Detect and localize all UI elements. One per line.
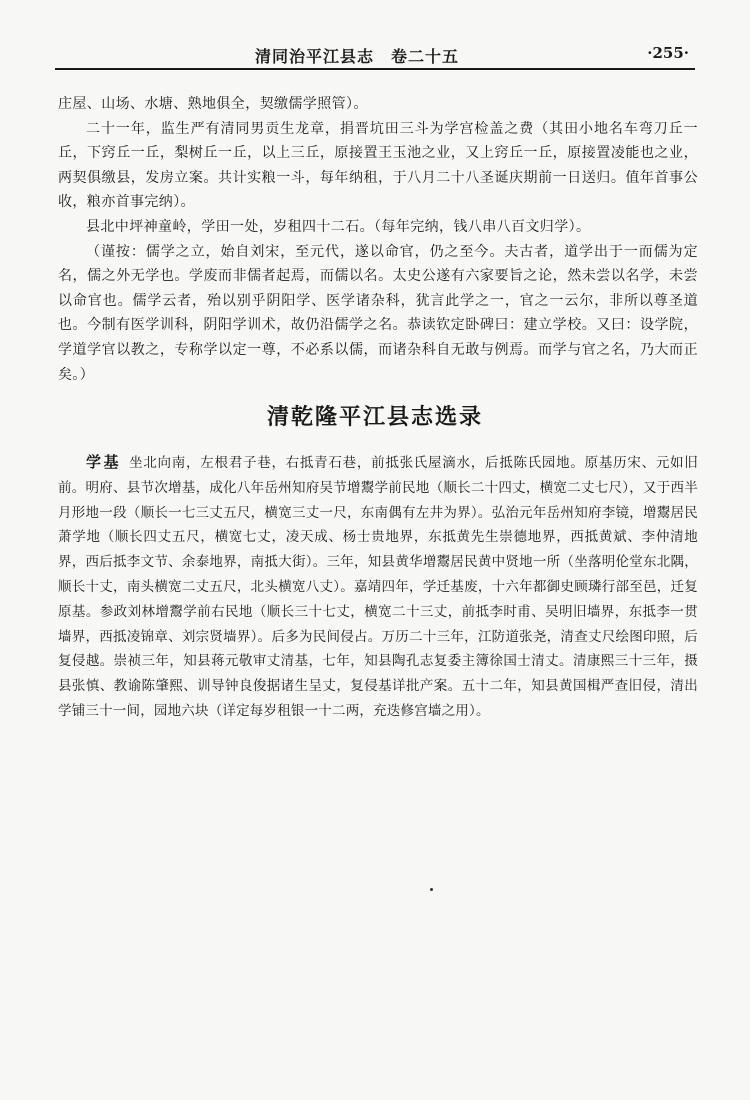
section-heading: 清乾隆平江县志选录 xyxy=(266,404,483,430)
upper-text-block xyxy=(58,92,698,387)
entry-body: 坐北向南，左根君子巷，右抵青石巷，前抵张氏屋滴水，后抵陈氏园地。原基历宋、元如旧前。明府、县节次增基，成化八年岳州知府吴节增鬻学前民地（顺长二十四丈，横宽二丈七尺），又于西半月形地一段（顺长一七三丈五尺，横宽三丈一尺，东南偶有左井为界）。弘治元年岳州知府李镜，增鬻居民萧学地（顺长四丈五尺，横宽七丈，凌天成、杨士贵地界，东抵黄先生崇德地界，西抵黄斌、李仲清地界，西后抵李文节、余泰地界，南抵大街）。三年，知县黄华增鬻居民黄中贤地一所（坐落明伦堂东北隅，顺长十丈，南头横宽二丈五尺，北头横宽八丈）。嘉靖四年，学迁基废，十六年都御史顾璘行部至邑，迁复原基。参政刘林增鬻学前右民地（顺长三十七丈，横宽二十三丈，前抵李时甫、吴明旧墙界，东抵李一贯墙界，西抵凌锦章、刘宗贤墙界）。后多为民间侵占。万历二十三年，江防道张尧，清查丈尺绘图印照，后复侵越。崇祯三年，知县蒋元敬审丈清基，七年，知县陶孔志复委主簿徐国士清丈。清康熙三十三年，摄县张慎、教谕陈肇熙、训导钟良俊据诸生呈丈，复侵基详批产案。五十二年，知县黄国楫严查旧侵，清出学铺三十一间，园地六块（详定每岁租银一十二两，充迭修宫墙之用）。 xyxy=(58,455,698,719)
paragraph-continuation: 庄屋、山场、水塘、熟地俱全，契缴儒学照管）。 xyxy=(58,96,368,112)
lower-text-block xyxy=(58,450,698,724)
scan-speck xyxy=(430,888,433,891)
paragraph-school-field: 县北中坪神童岭，学田一处，岁租四十二石。（每年完纳，钱八串八百文归学）。 xyxy=(86,218,591,235)
paragraph-donation: 二十一年，监生严有清同男贡生龙章，捐晋坑田三斗为学宫检盖之费（其田小地名车弯刀丘一丘，下窍丘一丘，梨树丘一丘，以上三丘，原接置王玉池之业，又上窍丘一丘，原接置凌能也之业，两契俱缴县，发房立案。共计实粮一斗，每年纳租，于八月二十八圣诞庆期前一日送归。值年首事公收，粮亦首事完纳）。 xyxy=(58,120,698,211)
running-title: 清同治平江县志 卷二十五 xyxy=(255,47,460,66)
page-number: ·255· xyxy=(647,44,689,62)
page-header xyxy=(55,40,695,70)
paragraph-editor-note: （谨按：儒学之立，始自刘宋，至元代，遂以命官，仍之至今。夫古者，道学出于一而儒为定名，儒之外无学也。学废而非儒者起焉，而儒以名。太史公遂有六家要旨之论，然未尝以名学，未尝以命官也。儒学云者，殆以别乎阴阳学、医学诸杂科，犹言此学之一，官之一云尔，非所以尊圣道也。今制有医学训科，阴阳学训术，故仍沿儒学之名。恭读钦定卧碑曰：建立学校。又曰：设学院，学道学官以教之，专称学以定一尊，不必系以儒，而诸杂科自无敢与例焉。而学与官之名，乃大而正矣。） xyxy=(58,243,698,383)
paragraph-school-site xyxy=(58,450,698,724)
entry-heading: 学基 xyxy=(86,453,122,471)
